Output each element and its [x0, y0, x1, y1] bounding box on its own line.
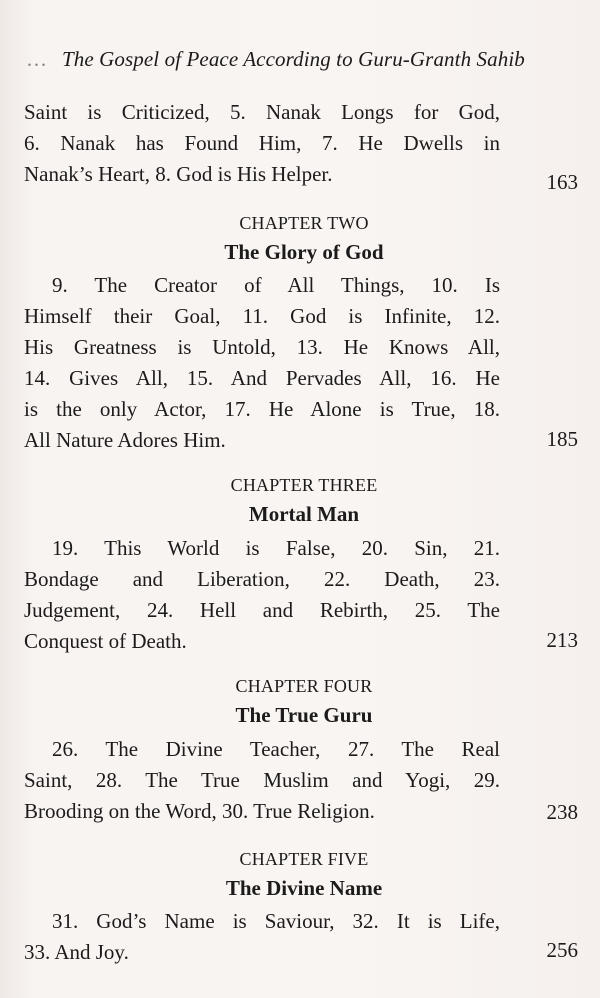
entry-line: Conquest of Death. — [24, 629, 187, 653]
entry-line: Nanak’s Heart, 8. God is His Helper. — [24, 162, 333, 186]
chapter-label: CHAPTER FOUR — [235, 676, 373, 696]
chapter-title: The Divine Name — [225, 876, 383, 900]
head-rule-mark: … — [26, 47, 47, 71]
entry-line: Bondage and Liberation, 22. Death, 23. — [24, 567, 500, 591]
chapter-title: The True Guru — [235, 703, 373, 727]
entry-line: Brooding on the Word, 30. True Religion. — [24, 799, 375, 823]
entry-line: 31. God’s Name is Saviour, 32. It is Life, — [52, 909, 500, 933]
entry-line: Himself their Goal, 11. God is Infinite, 12. — [24, 304, 500, 328]
chapter-label: CHAPTER THREE — [230, 475, 378, 495]
entry-line: All Nature Adores Him. — [24, 428, 226, 452]
entry-line: Saint is Criticized, 5. Nanak Longs for God, — [24, 100, 500, 124]
toc-entry-continued — [24, 97, 500, 190]
chapter-label: CHAPTER TWO — [239, 213, 369, 233]
page-number: 256 — [546, 938, 578, 962]
entry-line: 33. And Joy. — [24, 940, 129, 964]
entry-line: 14. Gives All, 15. And Pervades All, 16. He — [24, 366, 500, 390]
toc-entry — [24, 270, 500, 456]
toc-entry — [24, 533, 500, 657]
entry-line: 19. This World is False, 20. Sin, 21. — [52, 536, 500, 560]
entry-line: His Greatness is Untold, 13. He Knows All, — [24, 335, 500, 359]
page-number: 213 — [546, 628, 578, 652]
entry-line: Saint, 28. The True Muslim and Yogi, 29. — [24, 768, 500, 792]
chapter-label: CHAPTER FIVE — [239, 849, 369, 869]
toc-entry — [24, 906, 500, 968]
page-number: 185 — [546, 427, 578, 451]
entry-line: Judgement, 24. Hell and Rebirth, 25. The — [24, 598, 500, 622]
running-head: The Gospel of Peace According to Guru-Granth Sahib — [62, 47, 525, 71]
page-number: 238 — [546, 800, 578, 824]
chapter-title: The Glory of God — [224, 240, 384, 264]
entry-line: is the only Actor, 17. He Alone is True, 18. — [24, 397, 500, 421]
entry-line: 6. Nanak has Found Him, 7. He Dwells in — [24, 131, 500, 155]
toc-entry — [24, 734, 500, 827]
entry-line: 26. The Divine Teacher, 27. The Real — [52, 737, 500, 761]
page-number: 163 — [546, 170, 578, 194]
chapter-title: Mortal Man — [248, 502, 360, 526]
entry-line: 9. The Creator of All Things, 10. Is — [52, 273, 500, 297]
